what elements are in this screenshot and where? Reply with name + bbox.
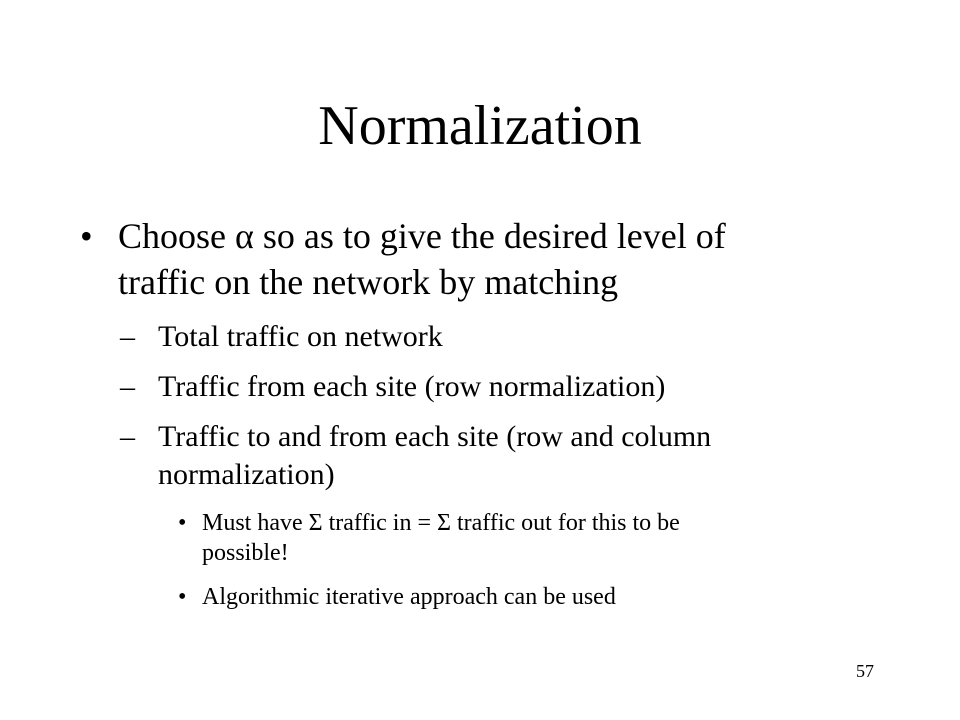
sub-item-total-traffic <box>120 318 880 358</box>
bullet-choose-alpha <box>80 214 880 304</box>
page-number: 57 <box>856 661 874 681</box>
sub-sub-item-text: Algorithmic iterative approach can be used <box>202 584 616 610</box>
sub-sub-item-line-2: possible! <box>202 540 289 566</box>
sub-item-row-column-normalization <box>120 418 880 498</box>
bullet-marker: • <box>80 216 93 256</box>
sub-sub-item-algorithmic <box>178 582 878 614</box>
sub-item-row-normalization <box>120 368 880 408</box>
bullet-marker: • <box>178 510 187 536</box>
dash-marker: – <box>120 320 135 353</box>
dash-marker: – <box>120 370 135 403</box>
sub-item-text: Traffic from each site (row normalization) <box>158 370 666 403</box>
dash-marker: – <box>120 420 135 453</box>
slide-title: Normalization <box>318 95 642 157</box>
bullet-marker: • <box>178 584 187 610</box>
bullet-line-2: traffic on the network by matching <box>118 262 619 302</box>
sub-item-line-1: Traffic to and from each site (row and column <box>158 420 712 453</box>
sub-sub-item-sigma-balance <box>178 508 878 570</box>
sub-sub-item-line-1: Must have Σ traffic in = Σ traffic out for this to be <box>202 510 680 536</box>
sub-item-text: Total traffic on network <box>158 320 443 353</box>
sub-item-line-2: normalization) <box>158 458 335 491</box>
bullet-line-1: Choose α so as to give the desired level of <box>118 216 726 256</box>
